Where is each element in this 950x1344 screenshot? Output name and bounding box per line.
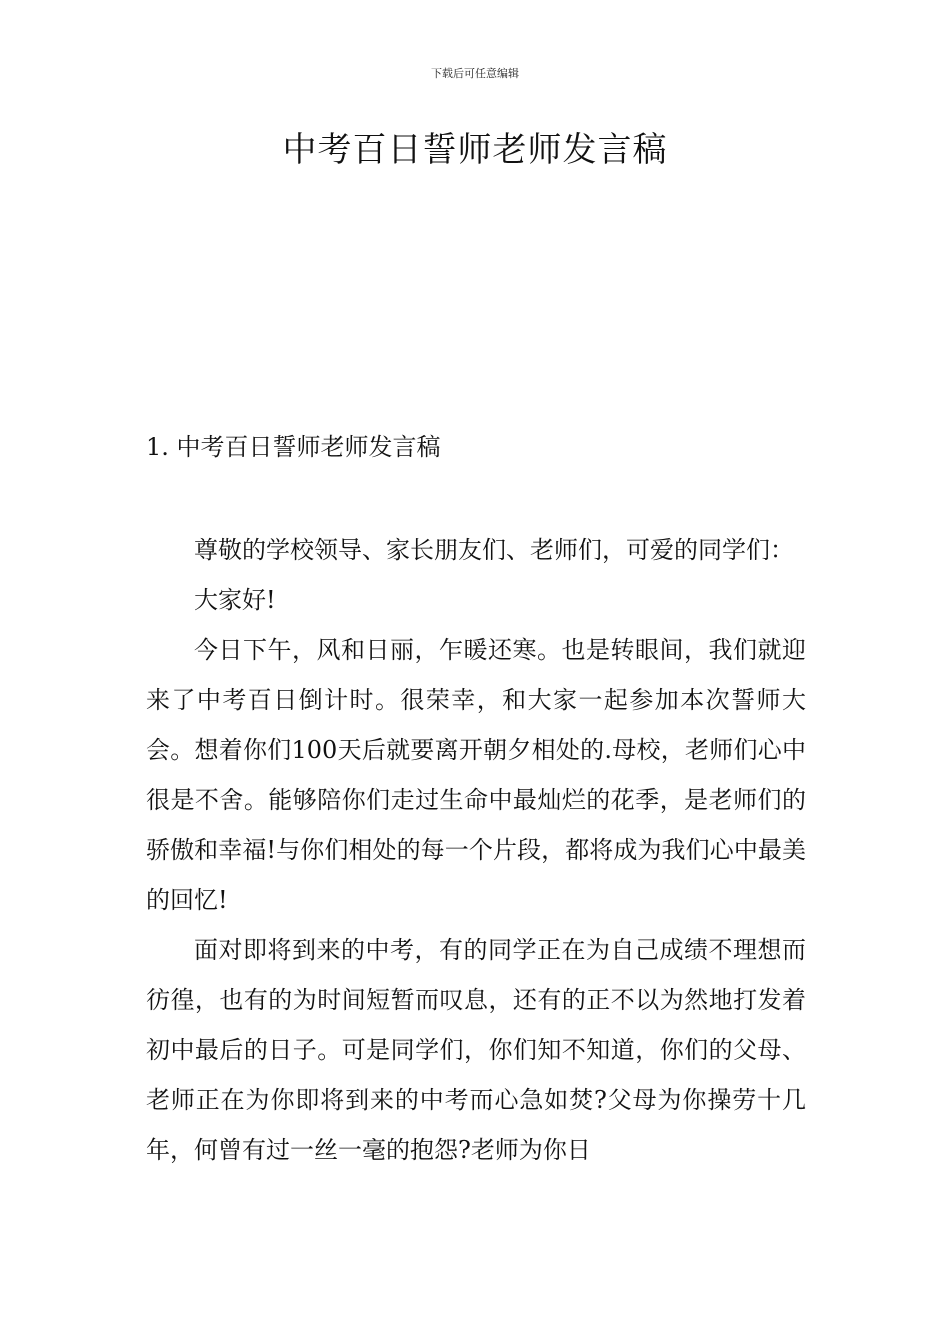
paragraph-exam: 面对即将到来的中考，有的同学正在为自己成绩不理想而彷徨，也有的为时间短暂而叹息，还有的正不以为然地打发着初中最后的日子。可是同学们，你们知不知道，你们的父母、老师正在为你即将到来的中考而心急如焚?父母为你操劳十几年，何曾有过一丝一毫的抱怨?老师为你日 <box>146 936 806 1164</box>
paragraph-salutation: 尊敬的学校领导、家长朋友们、老师们，可爱的同学们： <box>194 536 794 564</box>
document-title: 中考百日誓师老师发言稿 <box>282 130 668 170</box>
section-heading: 1. 中考百日誓师老师发言稿 <box>146 433 441 461</box>
paragraph-opening: 今日下午，风和日丽，乍暖还寒。也是转眼间，我们就迎来了中考百日倒计时。很荣幸，和大家一起参加本次誓师大会。想着你们100天后就要离开朝夕相处的.母校，老师们心中很是不舍。能够陪你们走过生命中最灿烂的花季，是老师们的骄傲和幸福!与你们相处的每一个片段，都将成为我们心中最美的回忆! <box>146 636 806 914</box>
paragraph-greeting: 大家好! <box>194 586 276 614</box>
body-text <box>146 525 806 1175</box>
header-note: 下载后可任意编辑 <box>431 67 519 80</box>
